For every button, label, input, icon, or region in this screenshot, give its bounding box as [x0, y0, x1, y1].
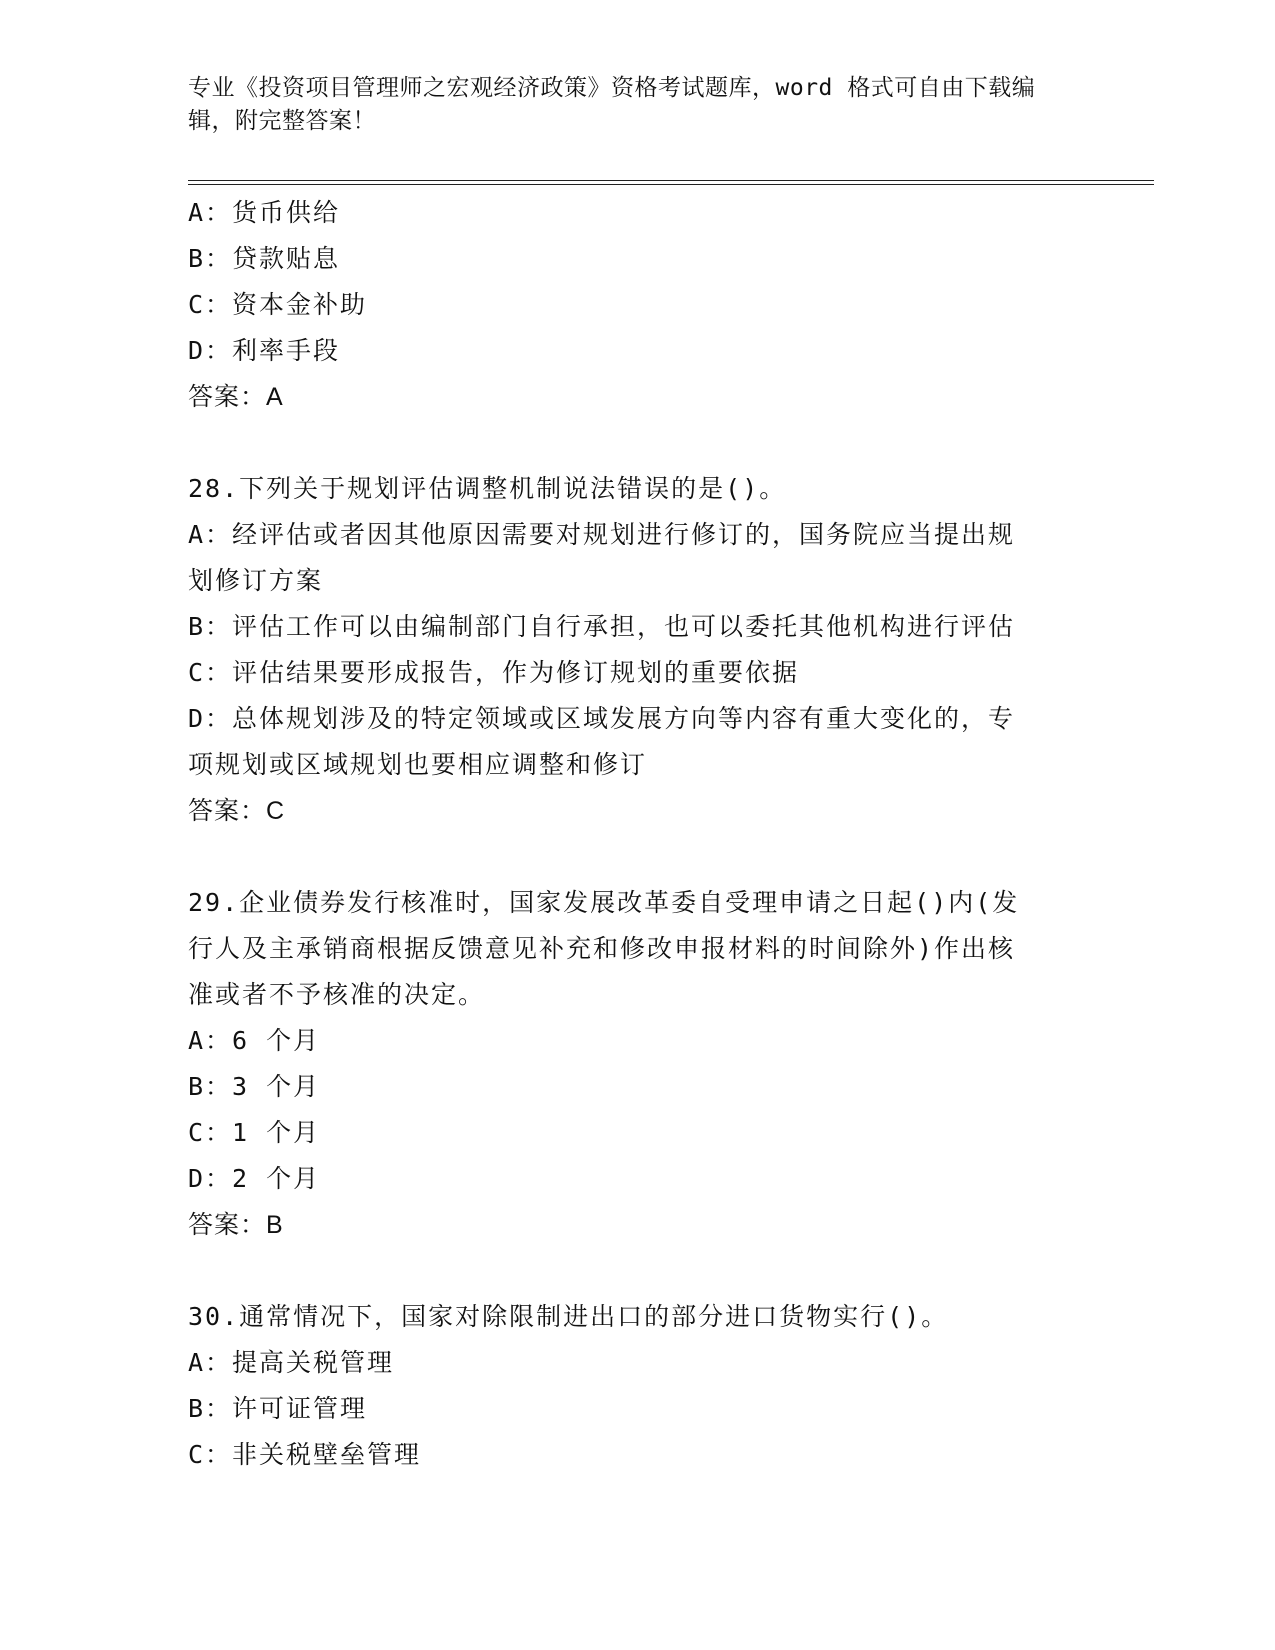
option-c: C：评估结果要形成报告，作为修订规划的重要依据	[188, 658, 800, 687]
header-divider-top	[188, 180, 1154, 181]
question-stem-line-3: 准或者不予核准的决定。	[188, 980, 486, 1009]
option-c: C：非关税壁垒管理	[188, 1440, 422, 1469]
option-a: A：经评估或者因其他原因需要对规划进行修订的，国务院应当提出规	[188, 520, 1016, 549]
answer: 答案：A	[188, 383, 284, 411]
document-header	[188, 72, 1088, 138]
option-a: A：6 个月	[188, 1026, 321, 1055]
question-list	[188, 190, 1088, 1478]
option-b: B：3 个月	[188, 1072, 321, 1101]
option-b: B：许可证管理	[188, 1394, 368, 1423]
header-line-1: 专业《投资项目管理师之宏观经济政策》资格考试题库，word 格式可自由下载编	[188, 75, 1036, 101]
option-d-continued: 项规划或区域规划也要相应调整和修订	[188, 750, 648, 779]
answer: 答案：B	[188, 1211, 284, 1239]
question-29	[188, 880, 1088, 1248]
question-stem-line-2: 行人及主承销商根据反馈意见补充和修改申报材料的时间除外)作出核	[188, 934, 1016, 963]
option-a: A：提高关税管理	[188, 1348, 395, 1377]
spacer	[188, 834, 1088, 880]
option-d: D：2 个月	[188, 1164, 321, 1193]
option-d: D：总体规划涉及的特定领域或区域发展方向等内容有重大变化的，专	[188, 704, 1016, 733]
question-stem: 30.通常情况下，国家对除限制进出口的部分进口货物实行()。	[188, 1302, 949, 1331]
option-a-continued: 划修订方案	[188, 566, 324, 595]
question-28	[188, 466, 1088, 834]
option-c: C：1 个月	[188, 1118, 321, 1147]
option-a: A：货币供给	[188, 198, 341, 227]
header-line-2: 辑，附完整答案！	[188, 108, 376, 134]
question-stem: 28.下列关于规划评估调整机制说法错误的是()。	[188, 474, 787, 503]
question-27	[188, 190, 1088, 420]
question-stem-line-1: 29.企业债券发行核准时，国家发展改革委自受理申请之日起()内(发	[188, 888, 1020, 917]
spacer	[188, 420, 1088, 466]
header-divider-bottom	[188, 184, 1154, 185]
option-b: B：评估工作可以由编制部门自行承担，也可以委托其他机构进行评估	[188, 612, 1016, 641]
spacer	[188, 1248, 1088, 1294]
question-30	[188, 1294, 1088, 1478]
answer: 答案：C	[188, 797, 286, 825]
option-d: D：利率手段	[188, 336, 341, 365]
option-b: B：贷款贴息	[188, 244, 341, 273]
option-c: C：资本金补助	[188, 290, 368, 319]
